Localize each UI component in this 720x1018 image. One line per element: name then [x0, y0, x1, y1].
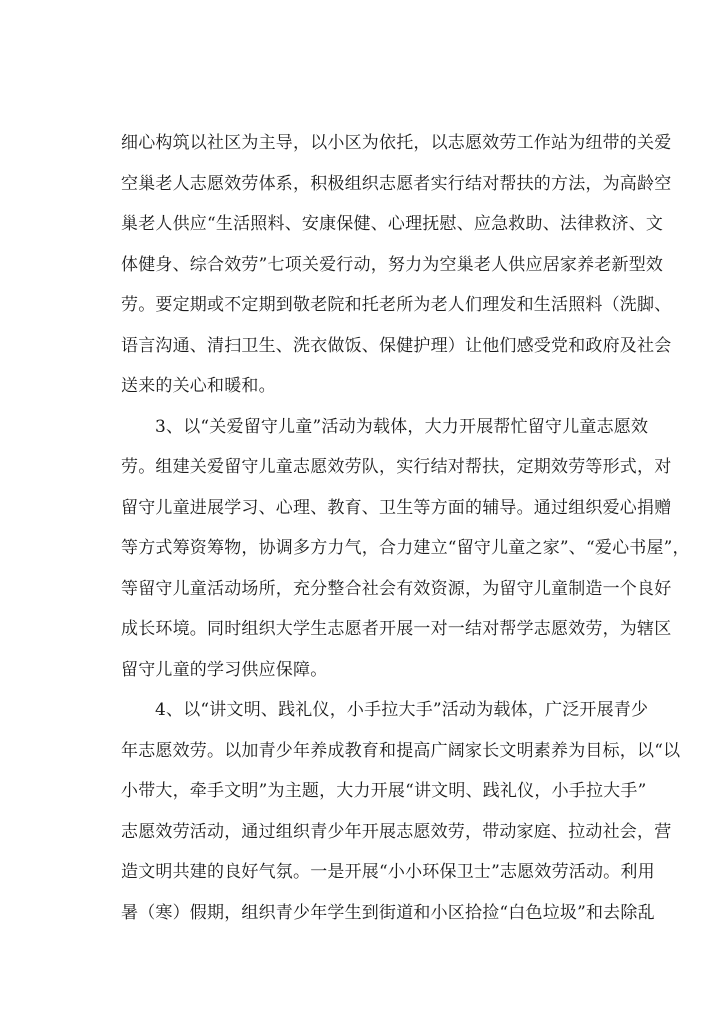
- text-line: 小带大，牵手文明”为主题，大力开展“讲文明、践礼仪，小手拉大手”: [121, 781, 647, 801]
- text-line: 等留守儿童活动场所，充分整合社会有效资源，为留守儿童制造一个良好: [121, 578, 672, 599]
- text-line: 劳。要定期或不定期到敬老院和托老所为老人们理发和生活照料（洗脚、: [121, 295, 672, 315]
- text-line: 空巢老人志愿效劳体系，积极组织志愿者实行结对帮扶的方法，为高龄空: [121, 173, 672, 194]
- text-line: 留守儿童的学习供应保障。: [121, 659, 328, 680]
- text-line: 成长环境。同时组织大学生志愿者开展一对一结对帮学志愿效劳，为辖区: [121, 619, 672, 639]
- text-line: 志愿效劳活动，通过组织青少年开展志愿效劳，带动家庭、拉动社会，营: [121, 821, 672, 842]
- text-line: 留守儿童进展学习、心理、教育、卫生等方面的辅导。通过组织爱心捐赠: [121, 497, 672, 518]
- text-line: 3、以“关爱留守儿童”活动为载体，大力开展帮忙留守儿童志愿效: [155, 416, 649, 437]
- text-line: 年志愿效劳。以加青少年养成教育和提高广阔家长文明素养为目标，以“以: [121, 740, 681, 761]
- text-line: 细心构筑以社区为主导，以小区为依托，以志愿效劳工作站为纽带的关爱: [121, 133, 672, 153]
- text-line: 造文明共建的良好气氛。一是开展“小小环保卫士”志愿效劳活动。利用: [121, 862, 655, 882]
- body-text: [121, 123, 690, 933]
- text-line: 语言沟通、清扫卫生、洗衣做饭、保健护理）让他们感受党和政府及社会: [121, 335, 672, 356]
- text-line: 4、以“讲文明、践礼仪，小手拉大手”活动为载体，广泛开展青少: [155, 700, 649, 720]
- text-line: 等方式筹资筹物，协调多方力气，合力建立“留守儿童之家”、“爱心书屋”，: [121, 538, 690, 558]
- text-line: 暑（寒）假期，组织青少年学生到街道和小区拾捡“白色垃圾”和去除乱: [121, 902, 655, 923]
- text-line: 送来的关心和暖和。: [121, 376, 276, 396]
- text-line: 劳。组建关爱留守儿童志愿效劳队，实行结对帮扶，定期效劳等形式，对: [121, 457, 672, 477]
- text-line: 巢老人供应“生活照料、安康保健、心理抚慰、应急救助、法律救济、文: [121, 214, 664, 234]
- text-line: 体健身、综合效劳”七项关爱行动，努力为空巢老人供应居家养老新型效: [121, 254, 664, 275]
